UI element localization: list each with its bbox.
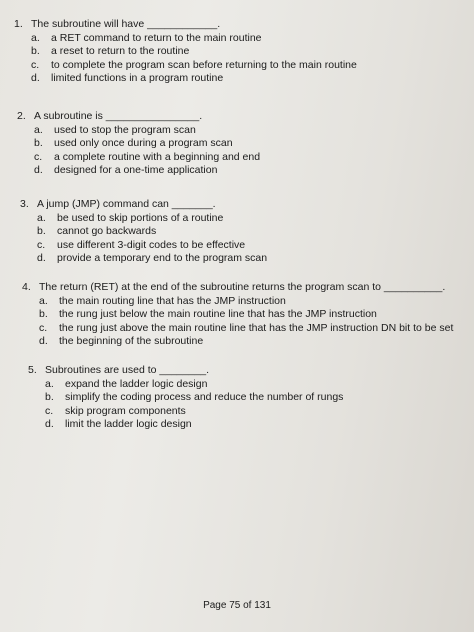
question-stem <box>14 18 357 32</box>
answer-option <box>22 335 453 349</box>
option-letter: d. <box>34 164 43 176</box>
question-stem <box>28 364 343 378</box>
answer-option <box>20 212 267 226</box>
option-text: used to stop the program scan <box>54 123 196 136</box>
question-number: 1. <box>14 18 23 30</box>
question-2 <box>17 110 260 178</box>
answer-option <box>14 45 357 59</box>
option-text: a complete routine with a beginning and end <box>54 150 261 163</box>
option-letter: c. <box>31 58 40 71</box>
option-letter: a. <box>34 123 43 136</box>
option-text: simplify the coding process and reduce the number of rungs <box>65 391 344 403</box>
option-letter: a. <box>39 294 48 307</box>
option-text: a reset to return to the routine <box>51 45 190 57</box>
option-text: to complete the program scan before returning to the main routine <box>51 58 357 71</box>
option-text: the rung just above the main routine line that has the JMP instruction DN bit to be set <box>59 321 454 334</box>
question-text: The subroutine will have ____________. <box>31 18 221 30</box>
option-text: the rung just below the main routine line that has the JMP instruction <box>59 308 377 320</box>
option-letter: d. <box>45 418 54 430</box>
answer-option <box>14 59 357 73</box>
option-letter: c. <box>39 321 48 334</box>
answer-option <box>20 252 267 266</box>
question-number: 2. <box>17 110 26 122</box>
option-letter: b. <box>39 308 48 320</box>
option-text: a RET command to return to the main routine <box>51 31 262 44</box>
option-text: be used to skip portions of a routine <box>57 211 224 224</box>
option-letter: d. <box>39 335 48 347</box>
answer-option <box>22 308 453 322</box>
option-letter: d. <box>31 72 40 84</box>
answer-option <box>20 239 267 253</box>
option-text: limit the ladder logic design <box>65 418 192 430</box>
page-footer <box>0 600 474 611</box>
answer-option <box>17 164 260 178</box>
question-4 <box>22 281 453 349</box>
answer-option <box>17 137 260 151</box>
answer-option <box>28 418 343 432</box>
question-stem <box>20 198 267 212</box>
question-number: 4. <box>22 281 31 293</box>
question-number: 3. <box>20 198 29 210</box>
option-text: cannot go backwards <box>57 225 157 237</box>
option-text: the main routing line that has the JMP instruction <box>59 294 286 307</box>
question-text: A jump (JMP) command can _______. <box>37 198 216 210</box>
option-text: skip program components <box>65 404 186 417</box>
answer-option <box>28 378 343 392</box>
answer-option <box>28 405 343 419</box>
answer-option <box>17 151 260 165</box>
option-letter: d. <box>37 252 46 264</box>
option-text: designed for a one-time application <box>54 164 218 176</box>
option-letter: b. <box>31 45 40 57</box>
question-text: A subroutine is ________________. <box>34 110 203 122</box>
answer-option <box>17 124 260 138</box>
option-letter: a. <box>45 377 54 390</box>
option-text: limited functions in a program routine <box>51 72 224 84</box>
option-letter: c. <box>34 150 43 163</box>
answer-option <box>14 32 357 46</box>
option-text: used only once during a program scan <box>54 137 233 149</box>
question-stem <box>22 281 453 295</box>
option-letter: c. <box>45 404 54 417</box>
option-text: the beginning of the subroutine <box>59 335 204 347</box>
question-5 <box>28 364 343 432</box>
question-1 <box>14 18 357 86</box>
page-number: Page 75 of 131 <box>203 600 271 611</box>
question-text: Subroutines are used to ________. <box>45 364 210 376</box>
option-text: expand the ladder logic design <box>65 377 208 390</box>
option-letter: b. <box>45 391 54 403</box>
option-letter: a. <box>37 211 46 224</box>
question-stem <box>17 110 260 124</box>
answer-option <box>22 295 453 309</box>
question-text: The return (RET) at the end of the subroutine returns the program scan to __________. <box>39 281 446 293</box>
option-letter: a. <box>31 31 40 44</box>
question-3 <box>20 198 267 266</box>
option-letter: c. <box>37 238 46 251</box>
answer-option <box>28 391 343 405</box>
option-text: use different 3-digit codes to be effective <box>57 238 246 251</box>
option-letter: b. <box>34 137 43 149</box>
option-text: provide a temporary end to the program scan <box>57 252 268 264</box>
answer-option <box>20 225 267 239</box>
option-letter: b. <box>37 225 46 237</box>
answer-option <box>22 322 453 336</box>
question-number: 5. <box>28 364 37 376</box>
answer-option <box>14 72 357 86</box>
